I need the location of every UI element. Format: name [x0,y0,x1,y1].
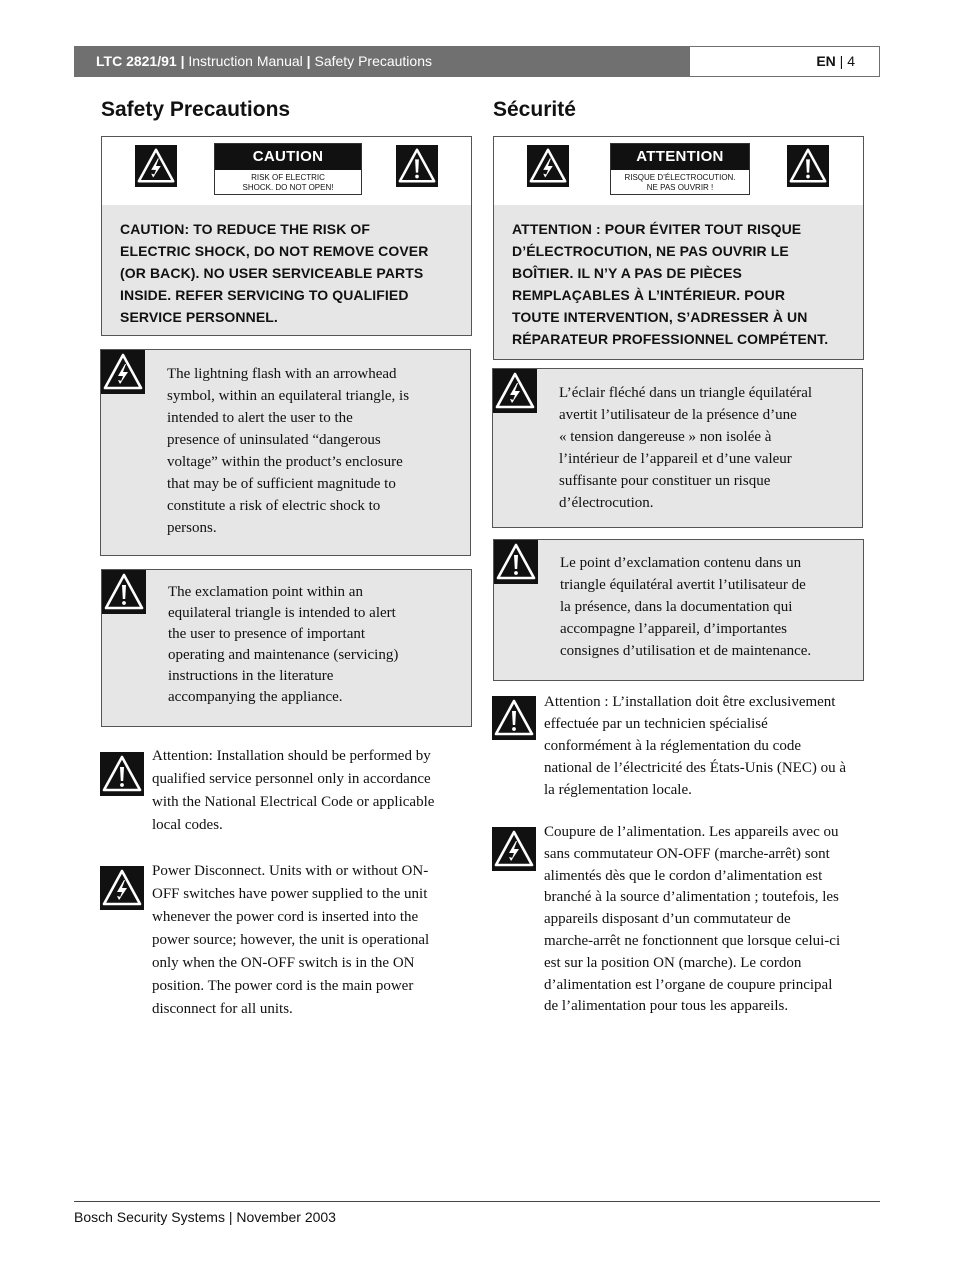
text-line: consignes d’utilisation et de maintenance. [560,643,812,659]
text-line: « tension dangereuse » non isolée à [559,429,772,445]
text-line: d’alimentation est l’organe de coupure principal [544,976,833,993]
company-name: Bosch Security Systems [74,1209,225,1225]
caution-label-line: RISK OF ELECTRIC [251,173,325,182]
caution-label [610,143,750,195]
text-line: suffisante pour constituer un risque [559,473,771,489]
lightning-symbol-box-fr [492,368,863,528]
text-line: la réglementation locale. [544,782,692,798]
text-line: equilateral triangle is intended to alert [168,605,396,621]
caution-line: INSIDE. REFER SERVICING TO QUALIFIED [120,287,409,303]
footer-separator: | [228,1209,233,1225]
caution-line: CAUTION: TO REDUCE THE RISK OF [120,221,371,237]
header-bar [74,46,690,77]
caution-line: (OR BACK). NO USER SERVICEABLE PARTS [120,265,424,281]
text-line: accompagne l’appareil, d’importantes [560,621,787,637]
caution-text [102,205,471,335]
caution-line: TOUTE INTERVENTION, S’ADRESSER À UN [512,309,808,325]
page-title-fr: Sécurité [493,98,576,121]
attention-paragraph-fr [544,691,846,801]
page-title-en: Safety Precautions [101,98,291,121]
power-disconnect-paragraph-en [152,860,429,1021]
text-line: only when the ON-OFF switch is in the ON [152,955,415,971]
footer [74,1209,336,1225]
text-line: Attention : L’installation doit être exclusivement [544,694,836,710]
exclamation-warning-icon [102,570,146,614]
text-line: Le point d’exclamation contenu dans un [560,555,802,571]
text-line: d’électrocution. [559,495,654,511]
caution-label-head: ATTENTION [611,144,749,170]
footer-divider [74,1201,880,1202]
caution-line: ATTENTION : POUR ÉVITER TOUT RISQUE [512,221,802,237]
caution-box-fr [493,136,864,360]
caution-line: BOÎTIER. IL N’Y A PAS DE PIÈCES [512,265,742,281]
exclamation-symbol-box-fr [493,539,864,681]
lightning-warning-icon [527,145,569,187]
text-line: de l’alimentation pour tous les appareils. [544,998,789,1015]
text-line: national de l’électricité des États-Unis (NEC) ou à [544,760,846,776]
caution-label-line: SHOCK. DO NOT OPEN! [242,183,334,192]
power-disconnect-paragraph-fr [544,822,840,1018]
attention-paragraph-en [152,745,434,837]
text-line: The lightning flash with an arrowhead [167,366,397,382]
caution-label-line: NE PAS OUVRIR ! [646,183,714,192]
lightning-description [167,363,409,539]
lightning-symbol-box-en [100,349,471,556]
manual-title: Instruction Manual [188,53,303,69]
language-code: EN [816,53,836,69]
exclamation-symbol-box-en [101,569,472,727]
caution-box-en [101,136,472,336]
caution-label-sub [611,170,749,193]
text-line: local codes. [152,817,223,833]
text-line: Attention: Installation should be performed by [152,748,431,764]
text-line: The exclamation point within an [168,584,363,600]
text-line: conformément à la réglementation du code [544,738,801,754]
text-line: instructions in the literature [168,668,334,684]
caution-line: SERVICE PERSONNEL. [120,309,278,325]
caution-label-area [102,137,471,206]
exclamation-warning-icon [492,696,536,740]
text-line: OFF switches have power supplied to the unit [152,886,428,902]
lightning-warning-icon [135,145,177,187]
text-line: L’éclair fléché dans un triangle équilatéral [559,385,813,401]
section-title: Safety Precautions [314,53,432,69]
text-line: triangle équilatéral avertit l’utilisateur de [560,577,806,593]
text-line: avertit l’utilisateur de la présence d’une [559,407,797,423]
text-line: la présence, dans la documentation qui [560,599,793,615]
text-line: l’intérieur de l’appareil et d’une valeur [559,451,792,467]
caution-line: REMPLAÇABLES À L’INTÉRIEUR. POUR [512,287,786,303]
caution-label-sub [215,170,361,193]
text-line: alimentés dès que le cordon d’alimentation est [544,867,823,884]
text-line: Power Disconnect. Units with or without ON- [152,863,429,879]
text-line: Coupure de l’alimentation. Les appareils avec ou [544,824,839,840]
exclamation-description [560,552,811,662]
text-line: the user to presence of important [168,626,366,642]
page-indicator [690,46,880,77]
text-line: sans commutateur ON-OFF (marche-arrêt) sont [544,845,830,862]
lightning-description [559,382,812,514]
text-line: that may be of sufficient magnitude to [167,476,396,492]
exclamation-warning-icon [787,145,829,187]
text-line: branché à la source d’alimentation ; toutefois, les [544,889,839,906]
model-number: LTC 2821/91 [96,53,177,69]
text-line: voltage” within the product’s enclosure [167,454,403,470]
text-line: with the National Electrical Code or applicable [152,794,435,810]
text-line: constitute a risk of electric shock to [167,498,381,514]
caution-text [494,205,863,359]
caution-label-line: RISQUE D’ÉLECTROCUTION. [624,173,736,182]
text-line: qualified service personnel only in accordance [152,771,431,787]
exclamation-description [168,582,398,708]
exclamation-warning-icon [396,145,438,187]
exclamation-warning-icon [100,752,144,796]
text-line: whenever the power cord is inserted into the [152,909,419,925]
header-separator: | [180,53,185,69]
caution-label-head: CAUTION [215,144,361,170]
exclamation-warning-icon [494,540,538,584]
text-line: position. The power cord is the main power [152,978,414,994]
caution-line: D’ÉLECTROCUTION, NE PAS OUVRIR LE [512,243,789,259]
text-line: marche-arrêt ne fonctionnent que lorsque celui-ci [544,932,841,949]
caution-line: ELECTRIC SHOCK, DO NOT REMOVE COVER [120,243,429,259]
text-line: effectuée par un technicien spécialisé [544,716,768,732]
text-line: persons. [167,520,217,536]
text-line: accompanying the appliance. [168,689,343,705]
text-line: power source; however, the unit is operational [152,932,430,948]
caution-label-area [494,137,863,206]
lightning-warning-icon [493,369,537,413]
text-line: operating and maintenance (servicing) [168,647,399,663]
page-number: 4 [847,53,855,69]
caution-label [214,143,362,195]
text-line: disconnect for all units. [152,1001,293,1017]
lightning-warning-icon [101,350,145,394]
header-separator: | [306,53,311,69]
lightning-warning-icon [100,866,144,910]
text-line: appareils disposant d’un commutateur de [544,911,791,928]
text-line: est sur la position ON (marche). Le cordon [544,954,802,971]
text-line: presence of uninsulated “dangerous [167,432,381,448]
lightning-warning-icon [492,827,536,871]
publication-date: November 2003 [236,1209,336,1225]
header-separator: | [839,53,844,69]
text-line: intended to alert the user to the [167,410,353,426]
text-line: symbol, within an equilateral triangle, is [167,388,410,404]
caution-line: RÉPARATEUR PROFESSIONNEL COMPÉTENT. [512,331,829,347]
